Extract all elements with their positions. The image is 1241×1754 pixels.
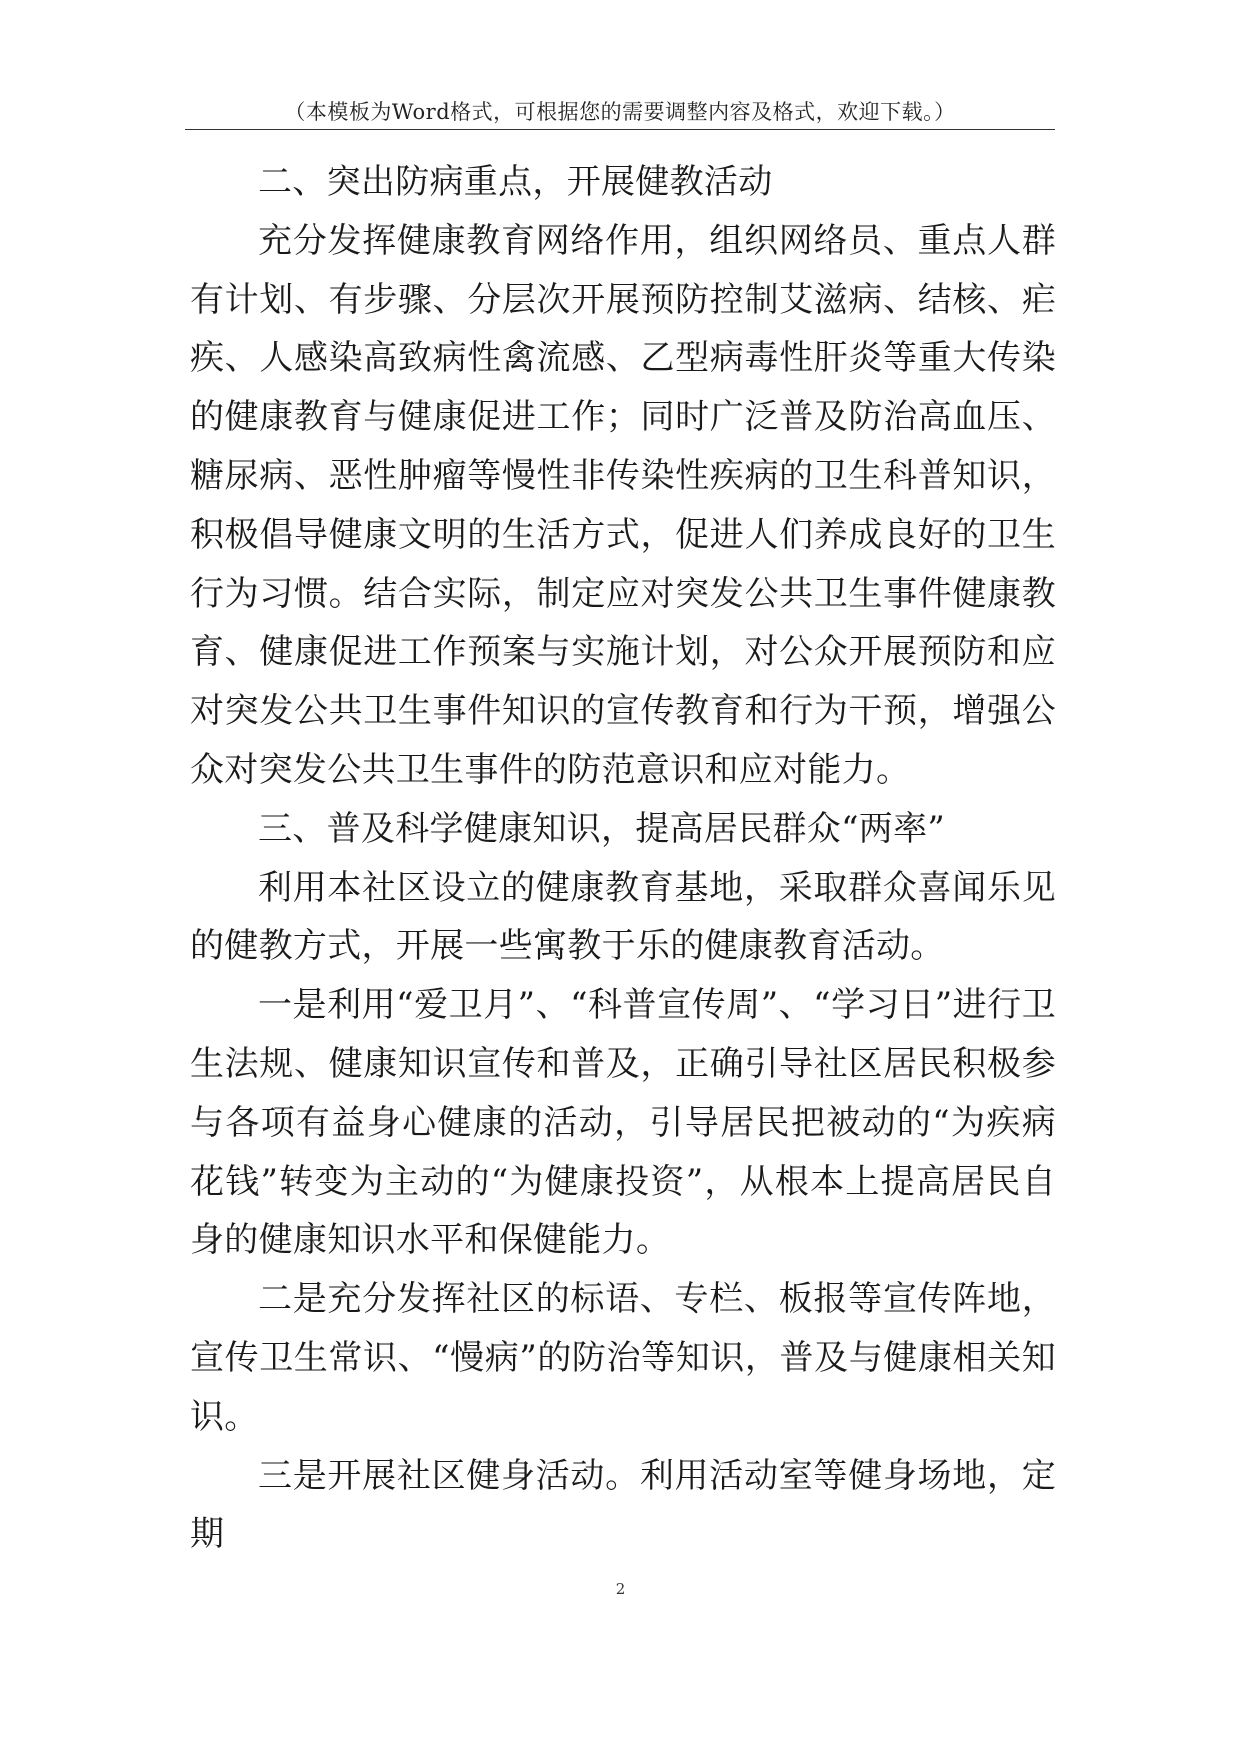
- page-header-note: （本模板为Word格式，可根据您的需要调整内容及格式，欢迎下载。）: [284, 100, 956, 124]
- section-heading-3: 三、普及科学健康知识，提高居民群众“两率”: [258, 808, 946, 849]
- body-paragraph: 利用本社区设立的健康教育基地，采取群众喜闻乐见的健教方式，开展一些寓教于乐的健康教育活动。: [190, 867, 1056, 967]
- document-body: [190, 153, 1056, 1564]
- header-divider: [185, 129, 1055, 130]
- body-paragraph: 一是利用“爱卫月”、“科普宣传周”、“学习日”进行卫生法规、健康知识宣传和普及，正确引导社区居民积极参与各项有益身心健康的活动，引导居民把被动的“为疾病花钱”转变为主动的“为健康投资”，从根本上提高居民自身的健康知识水平和保健能力。: [190, 985, 1056, 1261]
- body-paragraph: 二是充分发挥社区的标语、专栏、板报等宣传阵地，宣传卫生常识、“慢病”的防治等知识，普及与健康相关知识。: [190, 1279, 1056, 1437]
- section-heading-2: 二、突出防病重点，开展健教活动: [258, 162, 773, 202]
- body-paragraph: 充分发挥健康教育网络作用，组织网络员、重点人群有计划、有步骤、分层次开展预防控制艾滋病、结核、疟疾、人感染高致病性禽流感、乙型病毒性肝炎等重大传染的健康教育与健康促进工作；同时广泛普及防治高血压、糖尿病、恶性肿瘤等慢性非传染性疾病的卫生科普知识，积极倡导健康文明的生活方式，促进人们养成良好的卫生行为习惯。结合实际，制定应对突发公共卫生事件健康教育、健康促进工作预案与实施计划，对公众开展预防和应对突发公共卫生事件知识的宣传教育和行为干预，增强公众对突发公共卫生事件的防范意识和应对能力。: [190, 220, 1056, 790]
- body-paragraph: 三是开展社区健身活动。利用活动室等健身场地，定期: [190, 1455, 1056, 1555]
- page-number: 2: [615, 1580, 626, 1598]
